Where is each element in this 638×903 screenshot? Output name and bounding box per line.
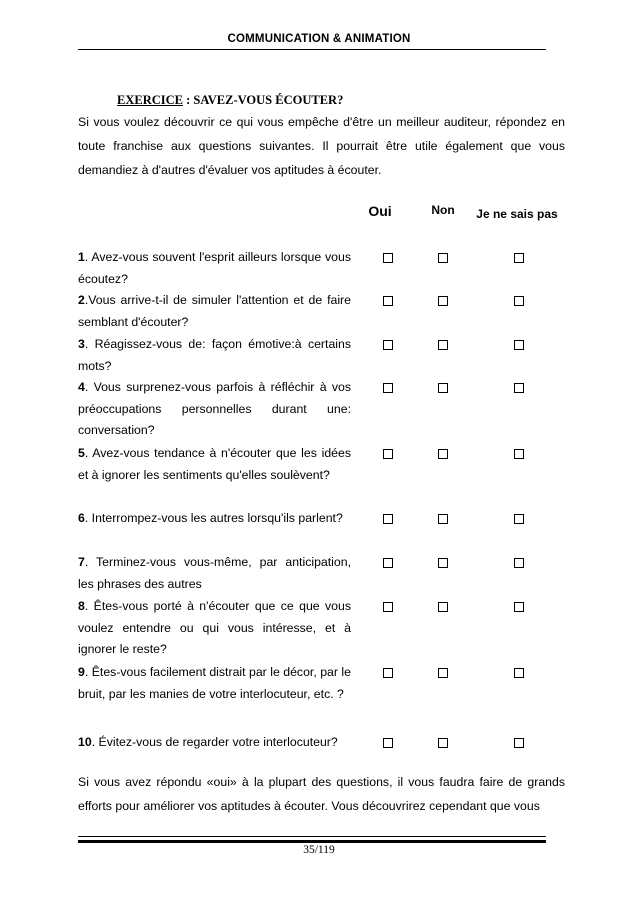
header-rule <box>78 49 546 50</box>
question-10 <box>78 732 368 754</box>
intro-paragraph: Si vous voulez découvrir ce qui vous empêche d'être un meilleur auditeur, répondez en toute franchise aux questions suivantes. Il pourrait être utile également que vous demandiez à d'autres d'évaluer vos aptitudes à écouter. <box>78 115 565 177</box>
question-text: . Interrompez-vous les autres lorsqu'ils parlent? <box>84 511 343 525</box>
checkbox-je-ne-sais-pas-5[interactable] <box>514 449 524 459</box>
question-1 <box>78 247 351 290</box>
question-number: 3 <box>78 337 85 351</box>
question-4 <box>78 377 351 442</box>
checkbox-je-ne-sais-pas-3[interactable] <box>514 340 524 350</box>
question-3 <box>78 334 351 377</box>
column-header-oui: Oui <box>368 203 392 219</box>
checkbox-non-7[interactable] <box>438 558 448 568</box>
checkbox-non-8[interactable] <box>438 602 448 612</box>
question-number: 8 <box>78 599 85 613</box>
question-number: 2 <box>78 293 85 307</box>
question-text: . Terminez-vous vous-même, par anticipation, les phrases des autres <box>78 555 351 591</box>
checkbox-je-ne-sais-pas-7[interactable] <box>514 558 524 568</box>
checkbox-oui-8[interactable] <box>383 602 393 612</box>
question-2 <box>78 290 351 333</box>
question-number: 1 <box>78 250 85 264</box>
question-text: . Êtes-vous facilement distrait par le décor, par le bruit, par les manies de votre interlocuteur, etc. ? <box>78 665 351 701</box>
checkbox-oui-5[interactable] <box>383 449 393 459</box>
question-number: 10 <box>78 735 92 749</box>
question-7 <box>78 552 351 595</box>
checkbox-oui-2[interactable] <box>383 296 393 306</box>
question-text: . Évitez-vous de regarder votre interlocuteur? <box>91 735 338 749</box>
checkbox-je-ne-sais-pas-2[interactable] <box>514 296 524 306</box>
checkbox-je-ne-sais-pas-8[interactable] <box>514 602 524 612</box>
checkbox-je-ne-sais-pas-4[interactable] <box>514 383 524 393</box>
header-title: COMMUNICATION & ANIMATION <box>227 33 411 45</box>
question-8 <box>78 596 351 661</box>
exercise-heading: : SAVEZ-VOUS ÉCOUTER? <box>183 93 344 107</box>
question-text: . Avez-vous souvent l'esprit ailleurs lorsque vous écoutez? <box>78 250 351 286</box>
checkbox-je-ne-sais-pas-9[interactable] <box>514 668 524 678</box>
footer-rule <box>78 836 546 837</box>
checkbox-oui-3[interactable] <box>383 340 393 350</box>
exercise-title <box>117 93 343 108</box>
checkbox-non-6[interactable] <box>438 514 448 524</box>
checkbox-oui-9[interactable] <box>383 668 393 678</box>
question-text: . Réagissez-vous de: façon émotive:à certains mots? <box>78 337 351 373</box>
checkbox-je-ne-sais-pas-10[interactable] <box>514 738 524 748</box>
conclusion-paragraph: Si vous avez répondu «oui» à la plupart des questions, il vous faudra faire de grands efforts pour améliorer vos aptitudes à écouter. Vous découvrirez cependant que vous <box>78 775 565 813</box>
checkbox-non-10[interactable] <box>438 738 448 748</box>
question-number: 6 <box>78 511 85 525</box>
question-number: 9 <box>78 665 85 679</box>
checkbox-non-1[interactable] <box>438 253 448 263</box>
column-header-je-ne-sais-pas: Je ne sais pas <box>476 207 558 221</box>
question-text: . Avez-vous tendance à n'écouter que les idées et à ignorer les sentiments qu'elles soulèvent? <box>78 446 351 482</box>
checkbox-oui-4[interactable] <box>383 383 393 393</box>
column-header-non: Non <box>431 203 455 217</box>
question-text: . Êtes-vous porté à n'écouter que ce que vous voulez entendre ou qui vous intéresse, et à ignorer le reste? <box>78 599 351 656</box>
checkbox-non-4[interactable] <box>438 383 448 393</box>
question-number: 5 <box>78 446 85 460</box>
checkbox-non-2[interactable] <box>438 296 448 306</box>
checkbox-oui-7[interactable] <box>383 558 393 568</box>
question-number: 4 <box>78 380 85 394</box>
footer-rule-thick <box>78 840 546 843</box>
checkbox-non-3[interactable] <box>438 340 448 350</box>
checkbox-oui-6[interactable] <box>383 514 393 524</box>
question-text: .Vous arrive-t-il de simuler l'attention et de faire semblant d'écouter? <box>78 293 351 329</box>
checkbox-non-9[interactable] <box>438 668 448 678</box>
exercise-label: EXERCICE <box>117 93 183 107</box>
page-number: 35/119 <box>303 844 335 856</box>
question-9 <box>78 662 351 705</box>
question-text: . Vous surprenez-vous parfois à réfléchir à vos préoccupations personnelles durant une: conversation? <box>78 380 351 437</box>
question-number: 7 <box>78 555 85 569</box>
question-5 <box>78 443 351 486</box>
question-6 <box>78 508 351 530</box>
checkbox-je-ne-sais-pas-1[interactable] <box>514 253 524 263</box>
checkbox-oui-1[interactable] <box>383 253 393 263</box>
checkbox-je-ne-sais-pas-6[interactable] <box>514 514 524 524</box>
checkbox-non-5[interactable] <box>438 449 448 459</box>
checkbox-oui-10[interactable] <box>383 738 393 748</box>
